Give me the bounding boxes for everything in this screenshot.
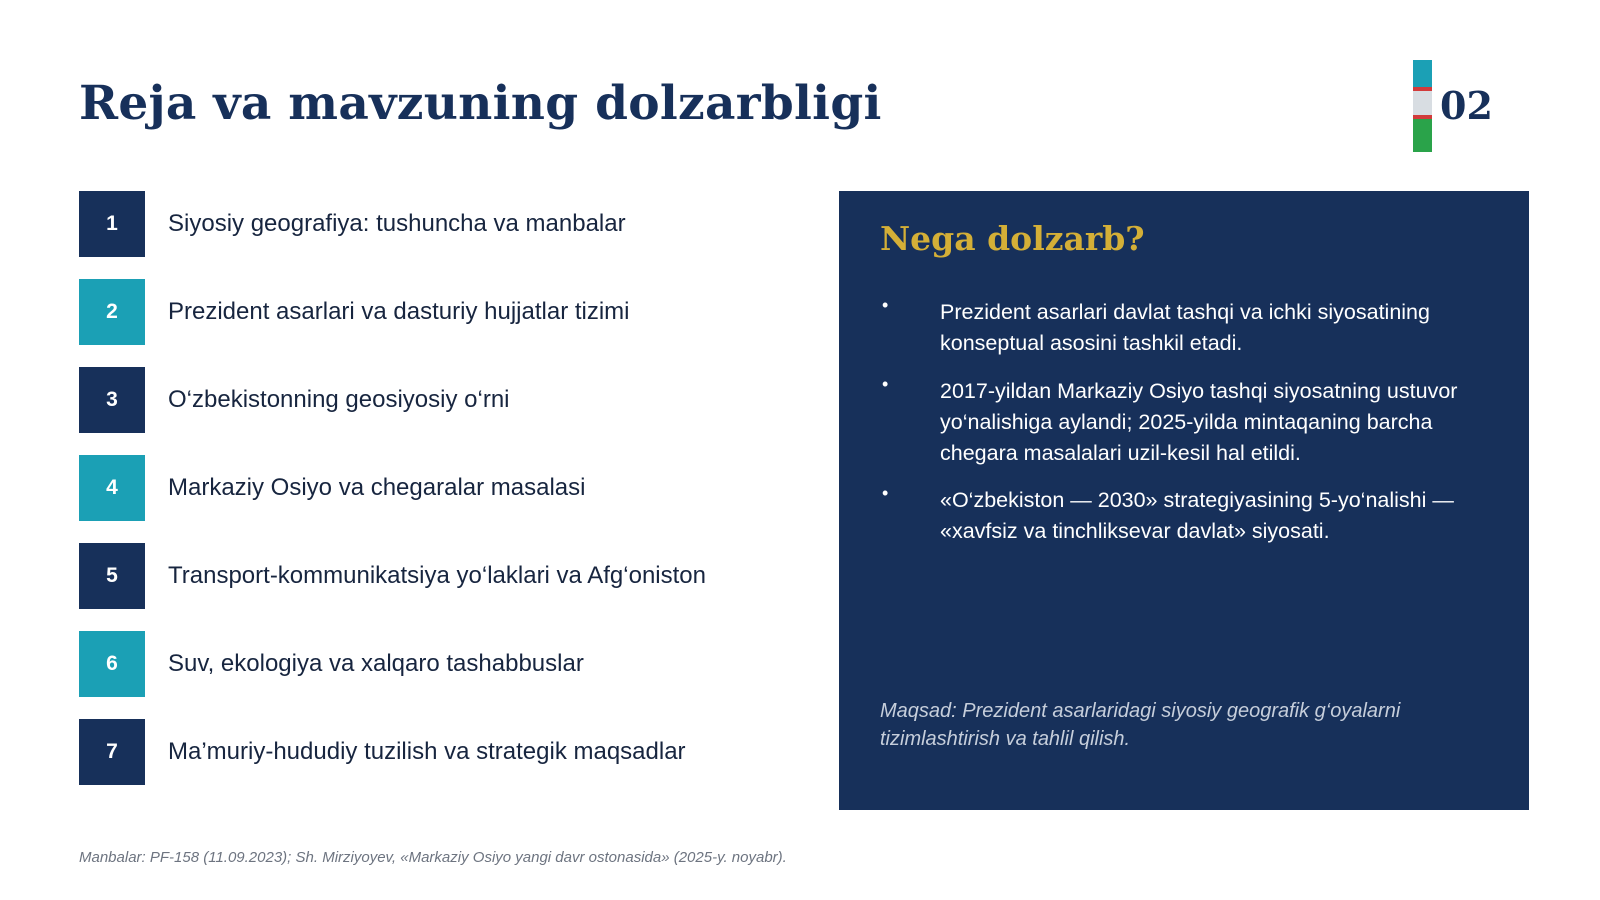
bullet-text: Prezident asarlari davlat tashqi va ichki siyosatining konseptual asosini tashkil etadi. — [940, 300, 1430, 355]
page-number: 02 — [1440, 83, 1493, 128]
bullet-dot-icon: • — [882, 483, 889, 503]
agenda-number-badge: 7 — [79, 719, 145, 785]
agenda-item-label: Siyosiy geografiya: tushuncha va manbalar — [168, 210, 626, 237]
panel-title: Nega dolzarb? — [880, 219, 1145, 258]
agenda-number-badge: 6 — [79, 631, 145, 697]
agenda-item-label: Markaziy Osiyo va chegaralar masalasi — [168, 474, 586, 501]
agenda-item-label: O‘zbekistonning geosiyosiy o‘rni — [168, 386, 510, 413]
bullet-item — [880, 485, 1500, 547]
agenda-item — [79, 455, 799, 521]
agenda-item — [79, 631, 799, 697]
page-title: Reja va mavzuning dolzarbligi — [79, 76, 882, 131]
agenda-item-label: Prezident asarlari va dasturiy hujjatlar tizimi — [168, 298, 630, 325]
agenda-number-badge: 3 — [79, 367, 145, 433]
bullet-dot-icon: • — [882, 295, 889, 315]
agenda-item-label: Transport-kommunikatsiya yo‘laklari va Afg‘oniston — [168, 562, 706, 589]
agenda-number-badge: 5 — [79, 543, 145, 609]
bullet-item — [880, 297, 1500, 359]
sources-footnote: Manbalar: PF-158 (11.09.2023); Sh. Mirziyoyev, «Markaziy Osiyo yangi davr ostonasida» (2025-y. noyabr). — [79, 849, 787, 866]
agenda-item — [79, 279, 799, 345]
uzbek-flag-icon — [1413, 60, 1432, 152]
agenda-item — [79, 367, 799, 433]
agenda-number-badge: 1 — [79, 191, 145, 257]
bullet-item — [880, 376, 1500, 469]
bullet-text: «O‘zbekiston — 2030» strategiyasining 5-yo‘nalishi — «xavfsiz va tinchliksevar davlat» siyosati. — [940, 488, 1454, 543]
relevance-panel — [839, 191, 1529, 810]
agenda-item — [79, 719, 799, 785]
agenda-number-badge: 4 — [79, 455, 145, 521]
bullet-dot-icon: • — [882, 374, 889, 394]
agenda-item — [79, 543, 799, 609]
agenda-item-label: Ma’muriy-hududiy tuzilish va strategik maqsadlar — [168, 738, 686, 765]
bullet-text: 2017-yildan Markaziy Osiyo tashqi siyosatning ustuvor yo‘nalishiga aylandi; 2025-yilda mintaqaning barcha chegara masalalari uzil-kesil hal etildi. — [940, 379, 1458, 465]
goal-statement: Maqsad: Prezident asarlaridagi siyosiy geografik g‘oyalarni tizimlashtirish va tahlil qilish. — [880, 700, 1401, 750]
agenda-item — [79, 191, 799, 257]
agenda-number-badge: 2 — [79, 279, 145, 345]
agenda-item-label: Suv, ekologiya va xalqaro tashabbuslar — [168, 650, 584, 677]
